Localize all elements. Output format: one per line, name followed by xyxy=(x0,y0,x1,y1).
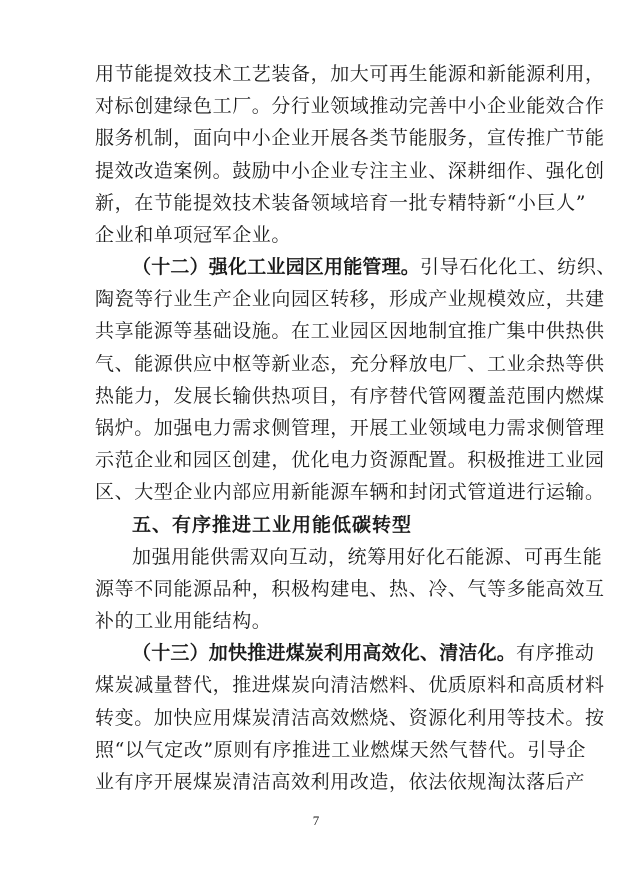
section-heading: 五、有序推进工业用能低碳转型 xyxy=(132,514,413,536)
body-line: 转变。加快应用煤炭清洁高效燃烧、资源化利用等技术。按 xyxy=(95,707,605,729)
subsection-title: （十二）强化工业园区用能管理。 xyxy=(132,256,421,278)
body-line: 热能力，发展长输供热项目，有序替代管网覆盖范围内燃煤 xyxy=(95,385,605,407)
body-line: 区、大型企业内部应用新能源车辆和封闭式管道进行运输。 xyxy=(95,481,605,503)
body-line: 新，在节能提效技术装备领域培育一批专精特新“小巨人” xyxy=(95,192,587,214)
subsection-title: （十三）加快推进煤炭利用高效化、清洁化。 xyxy=(132,642,517,664)
paragraph-first-line xyxy=(132,255,617,279)
body-line: 照“以气定改”原则有序推进工业燃煤天然气替代。引导企 xyxy=(95,739,587,761)
body-line: 气、能源供应中枢等新业态，充分释放电厂、工业余热等供 xyxy=(95,353,605,375)
body-line: 企业和单项冠军企业。 xyxy=(95,224,292,246)
body-text: 引导石化化工、纺织、 xyxy=(420,256,617,278)
page-number: 7 xyxy=(312,813,320,828)
paragraph-first-line xyxy=(132,641,595,665)
body-line: 源等不同能源品种，积极构建电、热、冷、气等多能高效互 xyxy=(95,578,605,600)
body-line: 示范企业和园区创建，优化电力资源配置。积极推进工业园 xyxy=(95,449,605,471)
body-line: 陶瓷等行业生产企业向园区转移，形成产业规模效应，共建 xyxy=(95,288,605,310)
body-text: 有序推动 xyxy=(516,642,595,664)
body-line: 共享能源等基础设施。在工业园区因地制宜推广集中供热供 xyxy=(95,320,605,342)
body-line: 业有序开展煤炭清洁高效利用改造，依法依规淘汰落后产 xyxy=(95,771,586,793)
body-line: 煤炭减量替代，推进煤炭向清洁燃料、优质原料和高质材料 xyxy=(95,674,605,696)
body-line: 加强用能供需双向互动，统筹用好化石能源、可再生能 xyxy=(132,546,603,568)
body-line: 补的工业用能结构。 xyxy=(95,610,272,632)
body-line: 用节能提效技术工艺装备，加大可再生能源和新能源利用， xyxy=(95,63,605,85)
body-line: 锅炉。加强电力需求侧管理，开展工业领域电力需求侧管理 xyxy=(95,417,605,439)
body-line: 对标创建绿色工厂。分行业领域推动完善中小企业能效合作 xyxy=(95,95,605,117)
body-line: 提效改造案例。鼓励中小企业专注主业、深耕细作、强化创 xyxy=(95,160,605,182)
body-line: 服务机制，面向中小企业开展各类节能服务，宣传推广节能 xyxy=(95,127,605,149)
